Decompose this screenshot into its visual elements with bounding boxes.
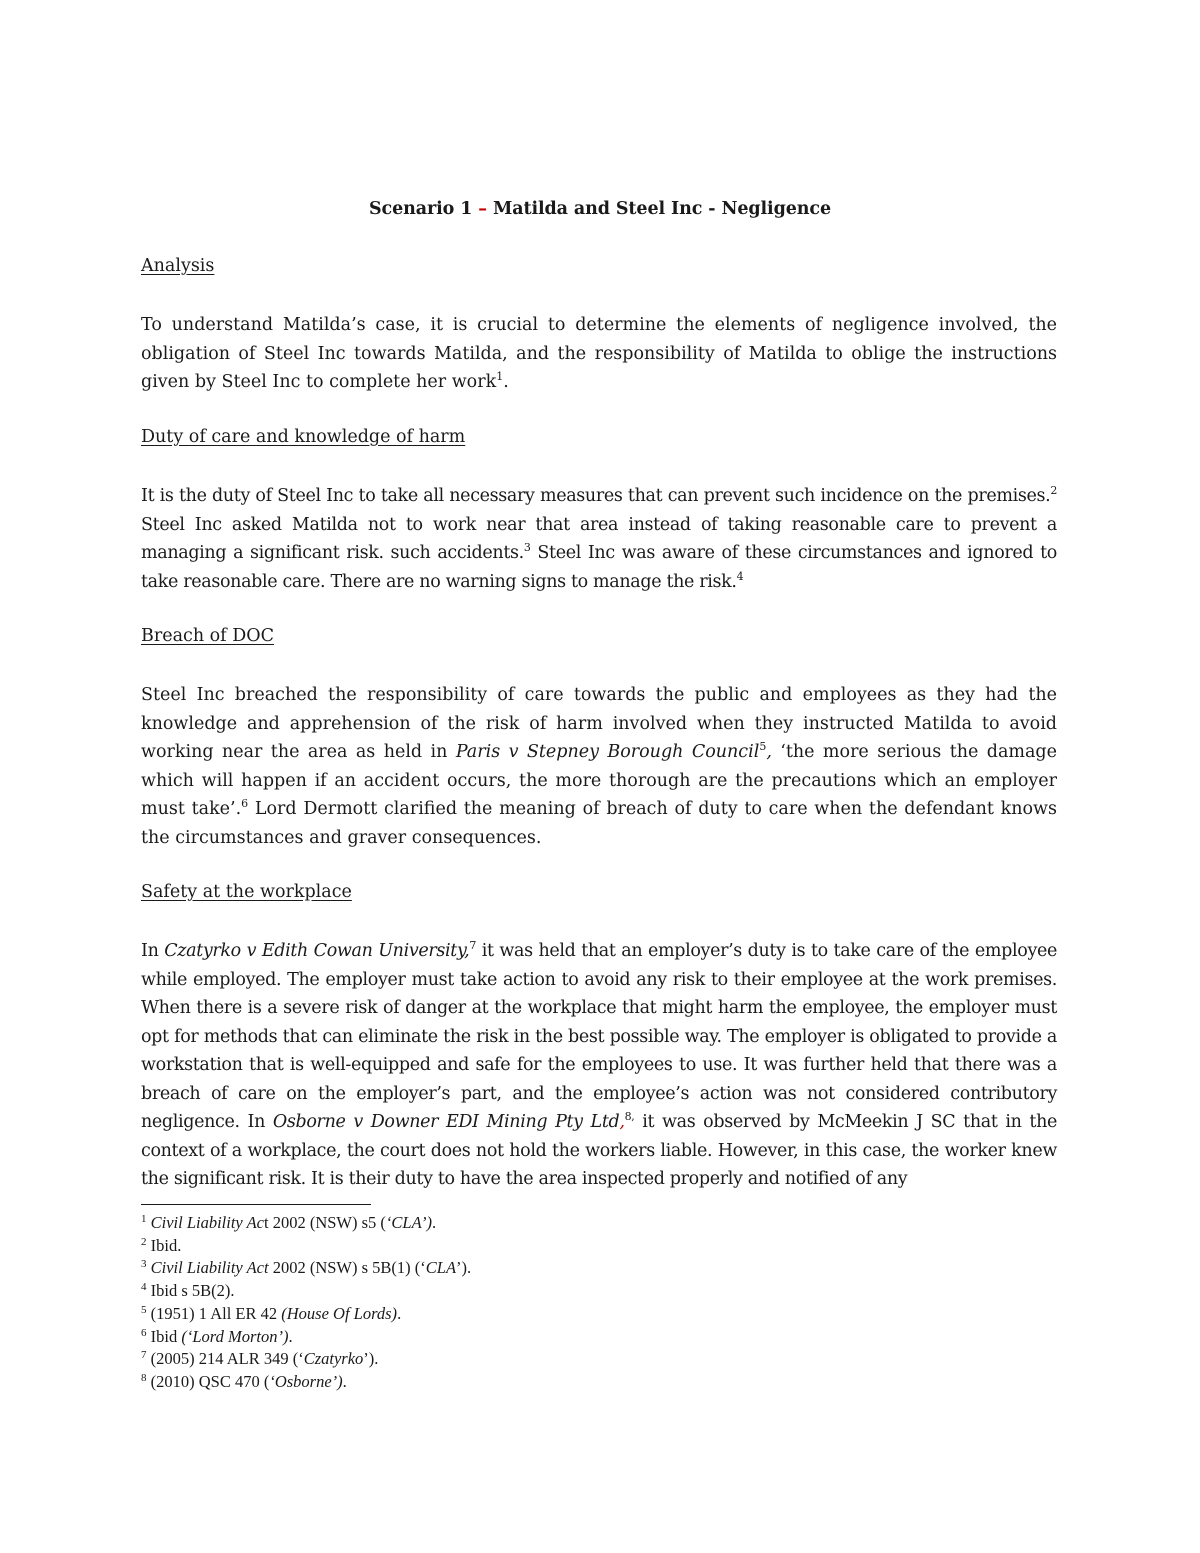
footnote-ref-7[interactable]: 7 (469, 939, 477, 952)
footnote-end: . (288, 1326, 293, 1346)
footnote-7 (141, 1348, 841, 1371)
footnote-text: (2010) QSC 470 ( (146, 1371, 270, 1391)
footnote-text: 2002 (NSW) s 5B(1) (‘ (268, 1258, 426, 1278)
heading-safety-at-workplace: Safety at the workplace (141, 882, 352, 902)
footnote-number: 7 (141, 1349, 147, 1362)
analysis-end: . (503, 372, 509, 392)
heading-duty-of-care: Duty of care and knowledge of harm (141, 427, 466, 447)
heading-analysis: Analysis (141, 256, 215, 276)
safety-text-3: it was observed by McMeekin J SC that in the context of a workplace, the court does not hold the workers liable. However, in this case, the worker knew the significant risk. It is their duty to have the area inspected properly and notified of any (141, 1112, 1058, 1189)
footnote-short-title: ‘CLA’) (385, 1213, 433, 1232)
footnote-end: . (342, 1371, 347, 1391)
paragraph-analysis (141, 311, 1057, 397)
title-part1: Scenario 1 (369, 199, 479, 219)
footnote-1 (141, 1212, 841, 1235)
footnote-text: (2005) 214 ALR 349 (‘ (146, 1349, 304, 1369)
footnote-text: Ibid. (146, 1235, 182, 1255)
footnote-number: 4 (141, 1281, 147, 1294)
breach-text-1: Steel Inc breached the responsibility of care towards the public and employees as they had the knowledge and apprehension of the risk of harm involved when they instructed Matilda to avoid working near the area as held in (141, 685, 1057, 762)
footnote-short-title: (‘Lord Morton’) (181, 1326, 289, 1346)
footnote-5 (141, 1303, 841, 1326)
footnote-3 (141, 1257, 841, 1280)
footnote-8 (141, 1371, 841, 1394)
duty-text-2: Steel Inc asked Matilda not to work near that area instead of taking reasonable care to prevent a managing a significant risk. such accidents. (141, 514, 1057, 563)
footnote-end: . (432, 1213, 437, 1232)
title-part2: Matilda and Steel Inc - Negligence (486, 199, 831, 219)
footnote-short-title: ‘Osborne’) (269, 1371, 343, 1391)
footnote-number: 2 (141, 1235, 147, 1248)
footnote-text: t 2002 (NSW) s5 ( (263, 1213, 386, 1232)
case-osborne: Osborne v Downer EDI Mining Pty Ltd (272, 1112, 620, 1132)
breach-text-3: Lord Dermott clarified the meaning of breach of duty to care when the defendant knows the circumstances and graver consequences. (141, 799, 1057, 848)
title-dash: – (478, 199, 487, 219)
footnote-6 (141, 1326, 841, 1349)
footnote-short-title: Czatyrko (303, 1349, 364, 1369)
breach-text-2: ‘the more serious the damage which will happen if an accident occurs, the more thorough are the precautions which an employer must take’. (141, 742, 1057, 819)
footnote-ref-1[interactable]: 1 (496, 370, 504, 383)
duty-text-1: It is the duty of Steel Inc to take all necessary measures that can prevent such incidence on the premises. (141, 486, 1051, 506)
osborne-comma: , (619, 1112, 625, 1132)
footnote-number: 5 (141, 1303, 147, 1316)
heading-breach-of-doc: Breach of DOC (141, 626, 274, 646)
paragraph-duty-of-care (141, 482, 1057, 596)
case-czatyrko: Czatyrko v Edith Cowan University, (164, 941, 470, 961)
footnote-separator (141, 1204, 371, 1205)
footnote-statute: Civil Liability Ac (150, 1213, 264, 1232)
breach-comma: , (766, 742, 772, 762)
document-title (0, 199, 1200, 219)
footnote-2 (141, 1235, 841, 1258)
paragraph-breach-of-doc (141, 681, 1057, 852)
footnote-text: (1951) 1 All ER 42 (146, 1303, 282, 1323)
footnote-end: . (397, 1303, 402, 1323)
analysis-text: To understand Matilda’s case, it is crucial to determine the elements of negligence involved, the obligation of Steel Inc towards Matilda, and the responsibility of Matilda to oblige the instructions given by Steel Inc to complete her work (141, 315, 1057, 392)
footnote-ref-4[interactable]: 4 (736, 569, 744, 583)
footnote-number: 6 (141, 1326, 147, 1339)
footnote-short-title: CLA (425, 1258, 457, 1278)
footnote-ref-2[interactable]: 2 (1050, 484, 1057, 497)
footnote-ref-8[interactable]: 8, (624, 1110, 635, 1123)
case-paris-v-stepney: Paris v Stepney Borough Council (455, 742, 760, 762)
footnote-ref-5[interactable]: 5 (759, 740, 767, 753)
footnote-short-title: (House Of Lords) (281, 1303, 398, 1323)
footnote-end: ’). (456, 1258, 472, 1278)
safety-text-1: In (141, 941, 165, 961)
footnotes-list (141, 1212, 841, 1394)
footnote-text: Ibid s 5B(2). (146, 1281, 235, 1301)
safety-text-2: it was held that an employer’s duty is to take care of the employee while employed. The employer must take action to avoid any risk to their employee at the work premises. When there is a severe risk of danger at the workplace that might harm the employee, the employer must opt for methods that can eliminate the risk in the best possible way. The employer is obligated to provide a workstation that is well-equipped and safe for the employees to use. It was further held that there was a breach of care on the employer’s part, and the employee’s action was not considered contributory negligence. In (141, 941, 1057, 1132)
footnote-end: ’). (363, 1349, 379, 1369)
paragraph-safety-at-workplace (141, 937, 1057, 1194)
footnote-number: 1 (141, 1213, 147, 1225)
footnote-text: Ibid (146, 1326, 182, 1346)
footnote-4 (141, 1280, 841, 1303)
footnote-ref-3[interactable]: 3 (523, 541, 531, 554)
footnote-number: 3 (141, 1258, 147, 1271)
duty-text-3: Steel Inc was aware of these circumstances and ignored to take reasonable care. There are no warning signs to manage the risk. (141, 543, 1057, 592)
footnote-number: 8 (141, 1371, 147, 1384)
footnote-statute: Civil Liability Act (150, 1258, 269, 1278)
footnote-ref-6[interactable]: 6 (241, 797, 249, 810)
